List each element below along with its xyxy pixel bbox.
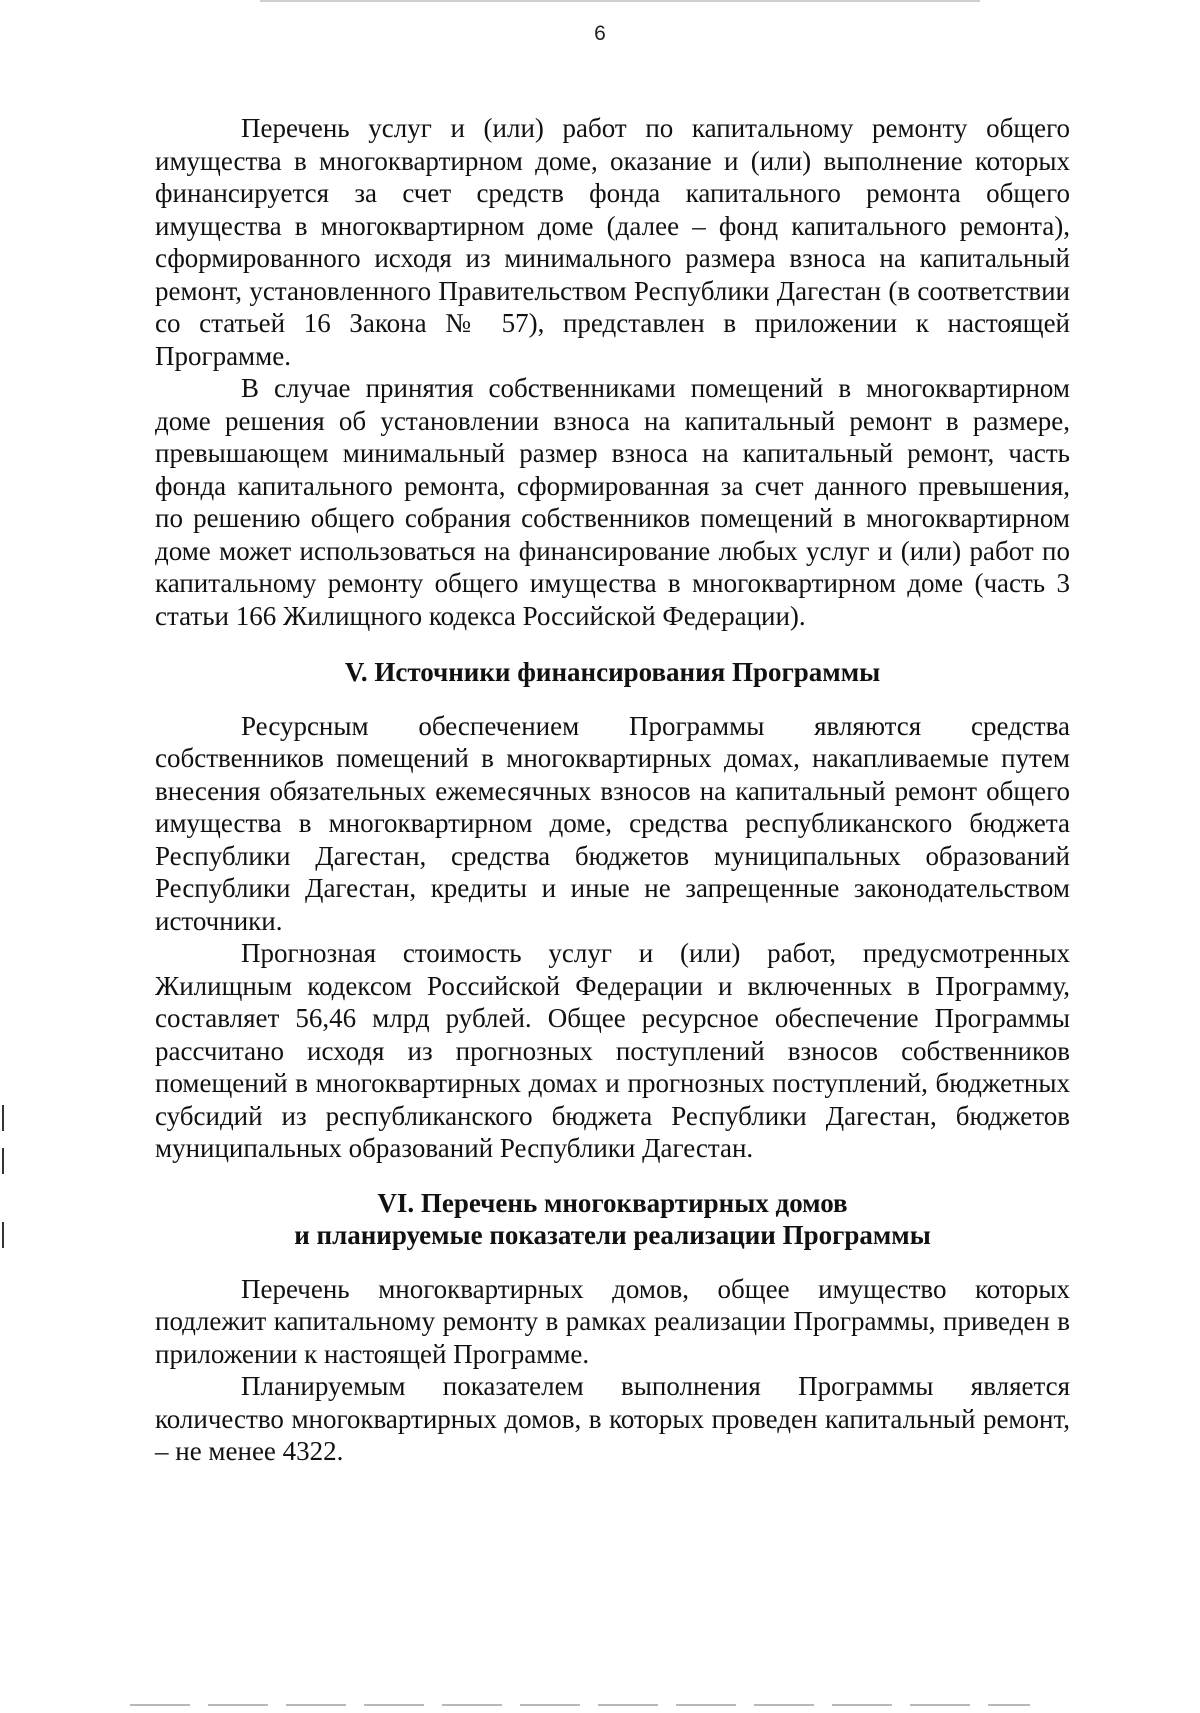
paragraph: Прогнозная стоимость услуг и (или) работ, предусмотренных Жилищным кодексом Российской Федерации и включенных в Программу, составляет 56,46 млрд рублей. Общее ресурсное обеспечение Программы рассчитано исходя из прогнозных поступлений взносов собственников помещений в многоквартирных домах и прогнозных поступлений, бюджетных субсидий из республиканского бюджета Республики Дагестан, бюджетов муниципальных образований Республики Дагестан. bbox=[155, 938, 1070, 1163]
paragraph: Планируемым показателем выполнения Программы является количество многоквартирных домов, в которых проведен капитальный ремонт, – не менее 4322. bbox=[155, 1371, 1070, 1466]
scan-top-edge bbox=[260, 0, 980, 2]
page-number: 6 bbox=[594, 22, 606, 45]
paragraph: Перечень многоквартирных домов, общее имущество которых подлежит капитальному ремонту в рамках реализации Программы, приведен в приложении к настоящей Программе. bbox=[155, 1273, 1070, 1369]
scan-left-mark bbox=[2, 1105, 4, 1131]
section-heading-vi bbox=[155, 1187, 1070, 1252]
paragraph: В случае принятия собственниками помещений в многоквартирном доме решения об установлении взноса на капитальный ремонт в размере, превышающем минимальный размер взноса на капитальный ремонт, часть фонда капитального ремонта, сформированная за счет данного превышения, по решению общего собрания собственников помещений в многоквартирном доме может использоваться на финансирование любых услуг и (или) работ по капитальному ремонту общего имущества в многоквартирном доме (часть 3 статьи 166 Жилищного кодекса Российской Федерации). bbox=[155, 373, 1070, 631]
scan-left-mark bbox=[2, 1148, 4, 1174]
paragraph: Перечень услуг и (или) работ по капитальному ремонту общего имущества в многоквартирном доме, оказание и (или) выполнение которых финансируется за счет средств фонда капитального ремонта общего имущества в многоквартирном доме (далее – фонд капитального ремонта), сформированного исходя из минимального размера взноса на капитальный ремонт, установленного Правительством Республики Дагестан (в соответствии со статьей 16 Закона № 57), представлен в приложении к настоящей Программе. bbox=[155, 113, 1070, 371]
paragraph: Ресурсным обеспечением Программы являются средства собственников помещений в многоквартирных домах, накапливаемые путем внесения обязательных ежемесячных взносов на капитальный ремонт общего имущества в многоквартирном доме, средства республиканского бюджета Республики Дагестан, средства бюджетов муниципальных образований Республики Дагестан, кредиты и иные не запрещенные законодательством источники. bbox=[155, 710, 1070, 936]
scan-bottom-edge bbox=[130, 1704, 1030, 1706]
section-heading-v: V. Источники финансирования Программы bbox=[344, 657, 881, 687]
section-heading-vi-line1: VI. Перечень многоквартирных домов bbox=[377, 1187, 848, 1218]
section-heading-vi-line2: и планируемые показатели реализации Программы bbox=[294, 1220, 931, 1250]
document-body bbox=[155, 112, 1070, 1468]
scan-left-mark bbox=[2, 1222, 4, 1248]
